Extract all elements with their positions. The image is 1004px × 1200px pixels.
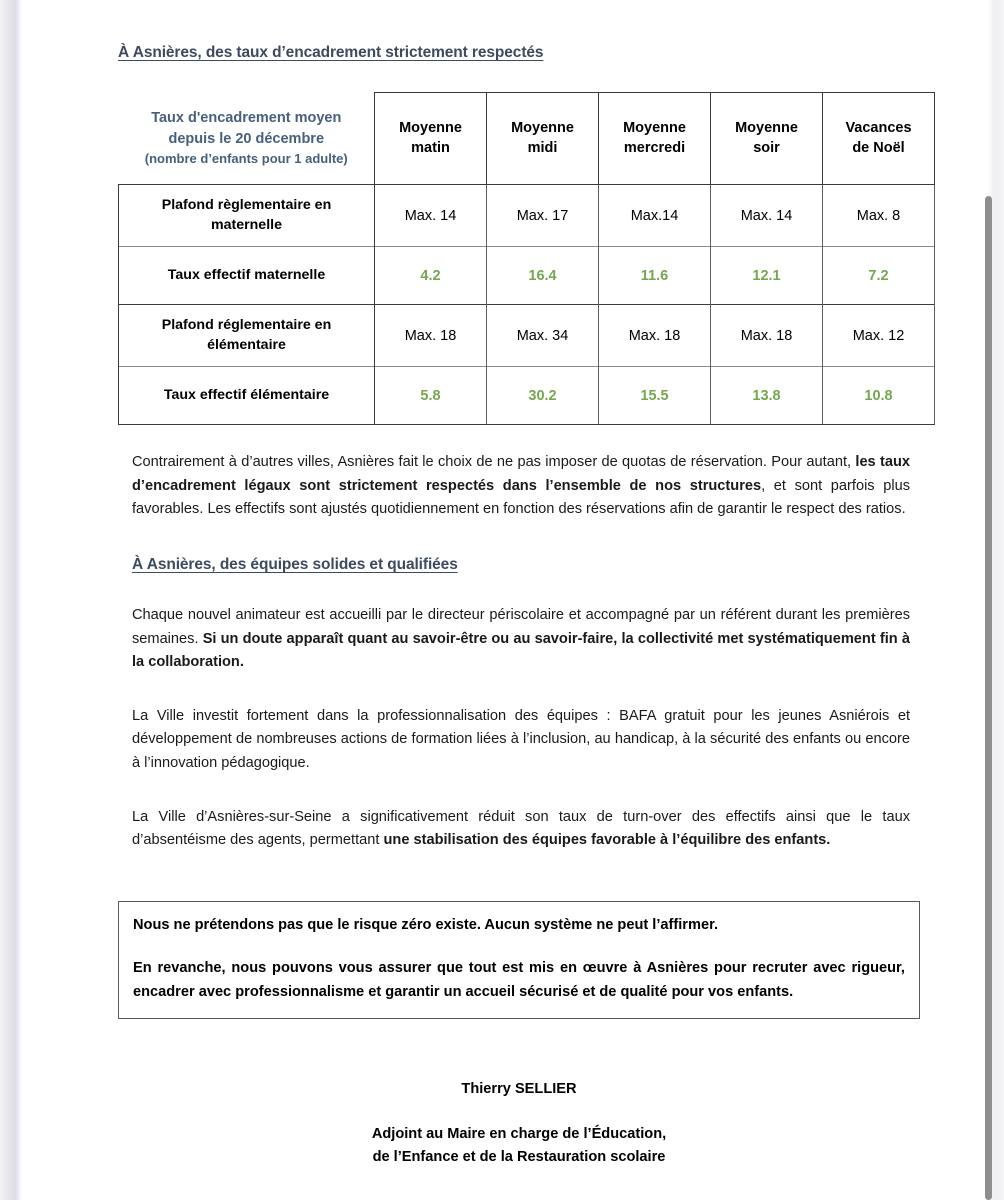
cell-plafond-maternelle-midi: Max. 17 bbox=[487, 185, 599, 247]
column-header-line-2: midi bbox=[527, 139, 558, 156]
paragraph-quotas bbox=[132, 451, 910, 522]
column-header-moyenne-matin bbox=[375, 93, 487, 185]
table-header-row bbox=[119, 93, 935, 185]
signature-role bbox=[118, 1123, 920, 1168]
cell-taux-maternelle-midi: 16.4 bbox=[487, 247, 599, 305]
cell-plafond-maternelle-mercredi: Max.14 bbox=[599, 185, 711, 247]
corner-label-line-2: depuis le 20 décembre bbox=[168, 131, 325, 148]
paragraph-animateur-part-1: Chaque nouvel animateur est accueilli par le directeur périscolaire et accompagné par un référent durant les premières semaines. bbox=[132, 606, 910, 647]
column-header-line-1: Moyenne bbox=[623, 119, 686, 136]
column-header-line-2: matin bbox=[411, 139, 450, 156]
table-row bbox=[119, 185, 935, 247]
row-label-line-2: élémentaire bbox=[207, 336, 286, 353]
column-header-vacances-noel bbox=[823, 93, 935, 185]
callout-box bbox=[118, 901, 920, 1019]
row-label-taux-effectif-maternelle bbox=[119, 247, 375, 305]
table-row bbox=[119, 367, 935, 425]
paragraph-quotas-emphasis: les taux d’encadrement légaux sont strictement respectés dans l’ensemble de nos structures bbox=[132, 454, 910, 494]
callout-line-1: Nous ne prétendons pas que le risque zéro existe. Aucun système ne peut l’affirmer. bbox=[133, 917, 718, 934]
column-header-moyenne-soir bbox=[711, 93, 823, 185]
cell-taux-elementaire-soir: 13.8 bbox=[711, 367, 823, 425]
cell-taux-maternelle-vacances: 7.2 bbox=[823, 247, 935, 305]
paragraph-turnover bbox=[132, 806, 910, 853]
row-label-line-2: maternelle bbox=[211, 216, 282, 233]
cell-plafond-elementaire-vacances: Max. 12 bbox=[823, 305, 935, 367]
page-left-gutter bbox=[0, 0, 22, 1200]
column-header-line-2: soir bbox=[753, 139, 780, 156]
paragraph-professionnalisation: La Ville investit fortement dans la professionnalisation des équipes : BAFA gratuit pour les jeunes Asniérois et développement de nombreuses actions de formation liées à l’inclusion, au handicap, à la sécurité des enfants ou encore à l’innovation pédagogique. bbox=[132, 707, 910, 772]
cell-taux-elementaire-matin: 5.8 bbox=[375, 367, 487, 425]
cell-plafond-maternelle-matin: Max. 14 bbox=[375, 185, 487, 247]
row-label-plafond-maternelle bbox=[119, 185, 375, 247]
column-header-line-1: Vacances bbox=[845, 119, 912, 136]
cell-taux-elementaire-vacances: 10.8 bbox=[823, 367, 935, 425]
corner-label-line-1: Taux d'encadrement moyen bbox=[151, 110, 342, 127]
paragraph-animateur-emphasis: Si un doute apparaît quant au savoir-être ou au savoir-faire, la collectivité met systématiquement fin à la collaboration. bbox=[132, 630, 910, 671]
section-heading-equipes: À Asnières, des équipes solides et qualifiées bbox=[132, 555, 458, 573]
encadrement-table bbox=[118, 92, 935, 425]
cell-taux-elementaire-midi: 30.2 bbox=[487, 367, 599, 425]
column-header-line-1: Moyenne bbox=[399, 119, 462, 136]
section-heading-encadrement: À Asnières, des taux d’encadrement strictement respectés bbox=[118, 44, 544, 61]
table-row bbox=[119, 247, 935, 305]
row-label-taux-effectif-elementaire bbox=[119, 367, 375, 425]
paragraph-animateur bbox=[132, 604, 910, 675]
row-label-line-1: Plafond règlementaire en bbox=[161, 197, 332, 214]
column-header-line-2: mercredi bbox=[623, 139, 686, 156]
callout-line-2: En revanche, nous pouvons vous assurer que tout est mis en œuvre à Asnières pour recruter avec rigueur, encadrer avec professionnalisme et garantir un accueil sécurisé et de qualité pour vos enfants. bbox=[133, 960, 905, 1000]
signature-role-line-2: de l’Enfance et de la Restauration scolaire bbox=[372, 1148, 666, 1165]
row-label-line-1: Plafond réglementaire en bbox=[161, 317, 332, 334]
encadrement-table-wrapper bbox=[118, 92, 920, 425]
paragraph-quotas-part-2: , et sont parfois plus favorables. Les effectifs sont ajustés quotidiennement en fonction des réservations afin de garantir le respect des ratios. bbox=[132, 477, 910, 518]
column-header-line-1: Moyenne bbox=[735, 119, 798, 136]
signature-name: Thierry SELLIER bbox=[461, 1081, 577, 1098]
row-label-plafond-elementaire bbox=[119, 305, 375, 367]
row-label-line-1: Taux effectif maternelle bbox=[167, 266, 326, 283]
column-header-line-2: de Noël bbox=[852, 139, 905, 156]
cell-plafond-elementaire-soir: Max. 18 bbox=[711, 305, 823, 367]
cell-plafond-elementaire-matin: Max. 18 bbox=[375, 305, 487, 367]
table-row bbox=[119, 305, 935, 367]
paragraph-turnover-emphasis: une stabilisation des équipes favorable à l’équilibre des enfants. bbox=[383, 832, 831, 849]
cell-taux-maternelle-mercredi: 11.6 bbox=[599, 247, 711, 305]
cell-plafond-maternelle-soir: Max. 14 bbox=[711, 185, 823, 247]
cell-plafond-maternelle-vacances: Max. 8 bbox=[823, 185, 935, 247]
cell-taux-maternelle-soir: 12.1 bbox=[711, 247, 823, 305]
paragraph-turnover-part-1: La Ville d’Asnières-sur-Seine a significativement réduit son taux de turn-over des effectifs ainsi que le taux d’absentéisme des agents, permettant bbox=[132, 808, 910, 849]
column-header-moyenne-mercredi bbox=[599, 93, 711, 185]
signature-role-line-1: Adjoint au Maire en charge de l’Éducation, bbox=[371, 1126, 667, 1143]
document-page bbox=[22, 0, 984, 1200]
corner-label-line-3: (nombre d’enfants pour 1 adulte) bbox=[144, 150, 348, 166]
row-label-line-1: Taux effectif élémentaire bbox=[163, 386, 330, 403]
table-corner-label bbox=[119, 93, 375, 185]
cell-taux-elementaire-mercredi: 15.5 bbox=[599, 367, 711, 425]
cell-taux-maternelle-matin: 4.2 bbox=[375, 247, 487, 305]
vertical-scrollbar-thumb[interactable] bbox=[985, 196, 992, 1200]
paragraph-quotas-part-1: Contrairement à d’autres villes, Asnières fait le choix de ne pas imposer de quotas de réservation. Pour autant, bbox=[132, 454, 856, 470]
signature-block bbox=[118, 1081, 920, 1168]
cell-plafond-elementaire-mercredi: Max. 18 bbox=[599, 305, 711, 367]
cell-plafond-elementaire-midi: Max. 34 bbox=[487, 305, 599, 367]
column-header-moyenne-midi bbox=[487, 93, 599, 185]
column-header-line-1: Moyenne bbox=[511, 119, 574, 136]
